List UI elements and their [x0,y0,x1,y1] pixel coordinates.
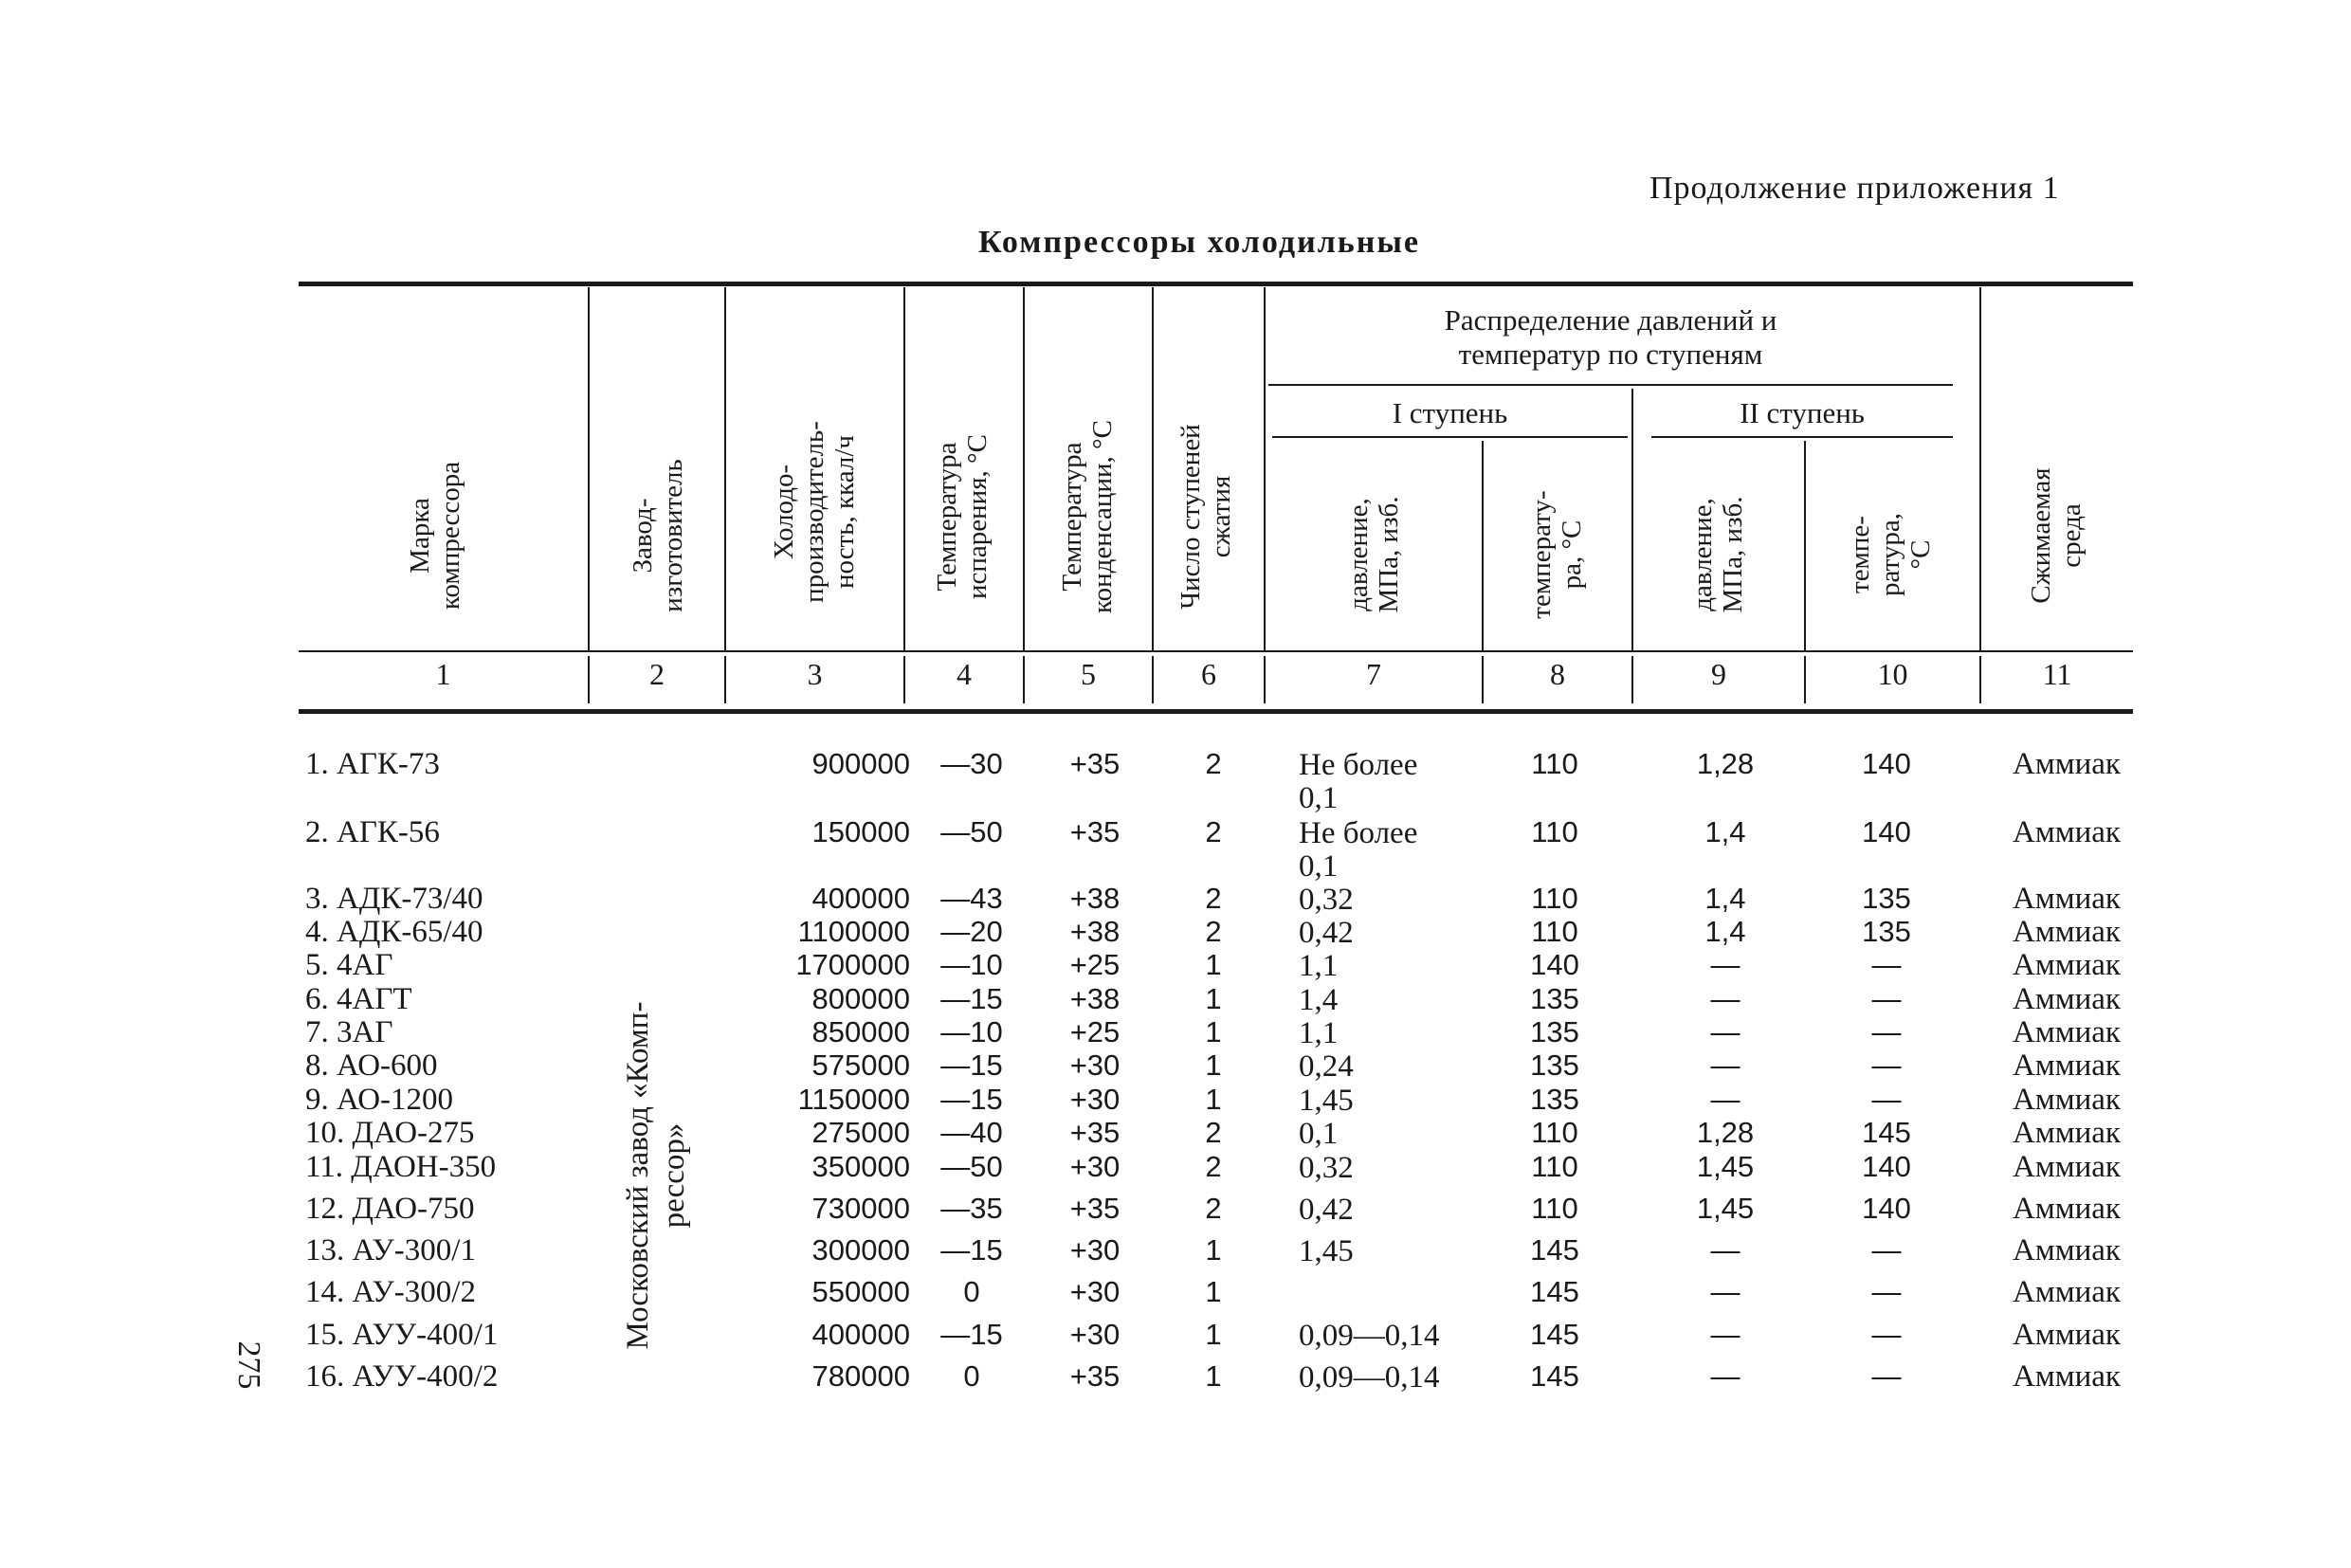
column-number: 9 [1711,657,1726,691]
header-capacity: Холодо- производитель- ность, ккал/ч [769,421,860,603]
continuation-note: Продолжение приложения 1 [1649,171,2060,206]
cell-capacity: 900000 [811,747,910,780]
cell-t1: 145 [1530,1233,1579,1267]
cell-t-evap: —15 [940,982,1003,1015]
cell-stages: 1 [1205,982,1222,1015]
table-top-rule [299,282,2133,286]
cell-capacity: 1100000 [797,915,910,948]
cell-t-cond: +35 [1069,815,1121,848]
cell-stages: 1 [1205,1083,1222,1116]
cell-t-evap: —10 [940,1015,1003,1048]
column-number: 6 [1201,657,1216,691]
cell-stages: 2 [1205,882,1222,915]
cell-medium: Аммиак [2013,1233,2121,1267]
cell-t-cond: +30 [1069,1318,1121,1351]
header-compressed-medium: Сжимаемая среда [2026,467,2087,604]
cell-t2: 140 [1862,747,1911,780]
cell-t-evap: —35 [940,1192,1003,1225]
cell-stages: 2 [1205,1116,1222,1149]
column-number: 7 [1366,657,1381,691]
cell-mark: 11. ДАОН-350 [305,1150,497,1184]
cell-p2: 1,28 [1696,1116,1755,1149]
cell-t-cond: +30 [1069,1048,1121,1082]
cell-mark: 2. АГК-56 [305,815,440,849]
cell-t1: 135 [1530,982,1579,1015]
cell-t-evap: —40 [940,1116,1003,1149]
cell-t2: — [1871,1048,1902,1082]
header-manufacturer: Завод- изготовитель [628,459,688,612]
cell-p2: — [1710,1275,1740,1308]
cell-capacity: 150000 [811,815,910,848]
cell-capacity: 300000 [811,1233,910,1267]
cell-t2: — [1871,1233,1902,1267]
cell-medium: Аммиак [2013,1048,2121,1083]
cell-p2: — [1710,1233,1740,1267]
cell-medium: Аммиак [2013,1150,2121,1184]
cell-mark: 16. АУУ-400/2 [305,1359,499,1394]
column-number: 10 [1877,657,1908,691]
cell-t-cond: +38 [1069,915,1121,948]
cell-mark: 5. 4АГ [305,948,393,982]
cell-p2: — [1710,1015,1740,1048]
col-separator [1152,287,1154,650]
header-evaporation-temp: Температура испарения, °С [932,434,993,599]
cell-t1: 135 [1530,1083,1579,1116]
cell-t1: 135 [1530,1015,1579,1048]
header-bottom-rule [299,650,2133,652]
cell-medium: Аммиак [2013,1083,2121,1117]
header-stage1: I ступень [1392,396,1508,429]
cell-mark: 4. АДК-65/40 [305,915,483,949]
col-separator [588,287,590,650]
column-number: 3 [807,657,823,691]
cell-medium: Аммиак [2013,815,2121,849]
cell-t2: — [1871,1359,1902,1393]
cell-t2: 135 [1862,915,1911,948]
cell-t1: 110 [1531,747,1578,780]
cell-stages: 2 [1205,1150,1222,1183]
cell-t-evap: 0 [963,1359,980,1393]
cell-t1: 145 [1530,1359,1579,1393]
cell-t-cond: +30 [1069,1233,1121,1267]
cell-medium: Аммиак [2013,747,2121,781]
cell-p1: 0,32 [1299,1151,1354,1185]
header-stage2-temperature: темпе- ратура, °С [1845,512,1936,597]
cell-p1: 1,1 [1299,949,1339,983]
column-number: 1 [435,657,451,691]
cell-t-evap: —43 [940,882,1003,915]
column-number: 2 [649,657,665,691]
cell-capacity: 850000 [811,1015,910,1048]
cell-t-cond: +35 [1069,747,1121,780]
cell-t-cond: +35 [1069,1116,1121,1149]
col-separator [724,287,726,650]
cell-capacity: 730000 [811,1192,910,1225]
cell-capacity: 800000 [811,982,910,1015]
column-number: 5 [1081,657,1096,691]
cell-p2: 1,45 [1696,1150,1755,1183]
cell-t2: — [1871,1083,1902,1116]
manufacturer-cell: Московский завод «Комп- рессор» [621,1001,691,1350]
cell-stages: 2 [1205,1192,1222,1225]
cell-p2: 1,4 [1704,882,1746,915]
cell-capacity: 550000 [811,1275,910,1308]
cell-t1: 110 [1531,1192,1578,1225]
stage2-rule [1651,436,1953,438]
cell-mark: 8. АО-600 [305,1048,438,1083]
header-compressor-mark: Марка компрессора [405,461,465,611]
cell-medium: Аммиак [2013,1015,2121,1049]
cell-p2: — [1710,982,1740,1015]
col-separator [1804,441,1806,650]
cell-medium: Аммиак [2013,1116,2121,1150]
cell-mark: 7. 3АГ [305,1015,393,1049]
cell-medium: Аммиак [2013,1275,2121,1309]
cell-p2: — [1710,948,1740,981]
cell-t1: 135 [1530,1048,1579,1082]
col-separator [903,287,905,650]
cell-t-evap: —10 [940,948,1003,981]
cell-medium: Аммиак [2013,1318,2121,1352]
cell-t-cond: +35 [1069,1192,1121,1225]
col-separator [1023,287,1025,650]
cell-p2: — [1710,1359,1740,1393]
cell-stages: 1 [1205,948,1222,981]
header-compression-stages: Число ступеней сжатия [1176,424,1236,610]
cell-capacity: 1150000 [797,1083,910,1116]
cell-t-cond: +38 [1069,982,1121,1015]
cell-t-evap: —15 [940,1318,1003,1351]
cell-stages: 1 [1205,1233,1222,1267]
cell-t-evap: —30 [940,747,1003,780]
cell-p2: — [1710,1318,1740,1351]
cell-t-cond: +25 [1069,1015,1121,1048]
cell-mark: 15. АУУ-400/1 [305,1318,499,1352]
cell-mark: 12. ДАО-750 [305,1192,475,1226]
cell-t-evap: —50 [940,1150,1003,1183]
cell-t-evap: —50 [940,815,1003,848]
header-stage2-pressure: давление, МПа, изб. [1687,496,1748,613]
cell-t2: 135 [1862,882,1911,915]
cell-stages: 2 [1205,915,1222,948]
cell-p2: — [1710,1083,1740,1116]
cell-t-cond: +30 [1069,1150,1121,1183]
header-stage2: II ступень [1740,396,1865,429]
cell-medium: Аммиак [2013,948,2121,982]
cell-p1: 0,32 [1299,883,1354,917]
cell-t2: — [1871,1015,1902,1048]
cell-t-evap: —15 [940,1083,1003,1116]
header-condensation-temp: Температура конденсации, °С [1057,420,1118,613]
page-number: 275 [231,1340,266,1390]
cell-stages: 1 [1205,1275,1222,1308]
stage1-rule [1272,436,1628,438]
header-pressure-distribution: Распределение давлений и температур по ступеням [1444,303,1777,371]
cell-mark: 14. АУ-300/2 [305,1275,476,1309]
cell-mark: 6. 4АГТ [305,982,412,1016]
cell-t2: 145 [1862,1116,1911,1149]
column-numbers-rule [299,709,2133,714]
cell-p1: 0,09—0,14 [1299,1319,1440,1353]
cell-t-evap: —20 [940,915,1003,948]
cell-t1: 110 [1531,1116,1578,1149]
cell-t2: — [1871,982,1902,1015]
cell-p1: Не более 0,1 [1299,816,1418,884]
cell-t1: 145 [1530,1275,1579,1308]
cell-mark: 3. АДК-73/40 [305,882,483,916]
cell-p1: 1,1 [1299,1016,1339,1050]
cell-medium: Аммиак [2013,982,2121,1016]
cell-capacity: 575000 [811,1048,910,1082]
cell-p2: 1,4 [1704,915,1746,948]
cell-t1: 110 [1531,1150,1578,1183]
column-number: 11 [2042,657,2072,691]
cell-p1: 0,09—0,14 [1299,1360,1440,1395]
cell-t-evap: —15 [940,1048,1003,1082]
cell-t1: 140 [1530,948,1579,981]
cell-t-cond: +35 [1069,1359,1121,1393]
cell-medium: Аммиак [2013,882,2121,916]
cell-t-cond: +30 [1069,1083,1121,1116]
cell-stages: 1 [1205,1048,1222,1082]
cell-t-cond: +25 [1069,948,1121,981]
cell-p1: 1,45 [1299,1084,1354,1118]
cell-mark: 9. АО-1200 [305,1083,454,1117]
cell-mark: 1. АГК-73 [305,747,440,781]
header-stage1-temperature: температу- ра, °С [1526,490,1587,619]
cell-medium: Аммиак [2013,1359,2121,1394]
cell-stages: 2 [1205,747,1222,780]
cell-t2: 140 [1862,1150,1911,1183]
cell-t1: 110 [1531,915,1578,948]
cell-capacity: 1700000 [795,948,910,981]
col-separator [1482,441,1484,650]
cell-t2: — [1871,1275,1902,1308]
cell-mark: 10. ДАО-275 [305,1116,475,1150]
cell-capacity: 350000 [811,1150,910,1183]
cell-capacity: 400000 [811,1318,910,1351]
cell-medium: Аммиак [2013,915,2121,949]
cell-p1: Не более 0,1 [1299,748,1418,815]
cell-t-cond: +38 [1069,882,1121,915]
cell-p1: 0,24 [1299,1049,1354,1084]
cell-p1: 0,1 [1299,1117,1339,1151]
col-separator [1631,389,1633,650]
cell-p2: 1,4 [1704,815,1746,848]
cell-p1: 1,4 [1299,983,1339,1017]
cell-t2: 140 [1862,815,1911,848]
cell-t1: 110 [1531,882,1578,915]
cell-t-evap: 0 [963,1275,980,1308]
cell-p1: 1,45 [1299,1234,1354,1268]
header-stage1-pressure: давление, МПа, изб. [1343,496,1404,613]
cell-capacity: 275000 [811,1116,910,1149]
column-number: 4 [957,657,972,691]
cell-medium: Аммиак [2013,1192,2121,1226]
column-number: 8 [1550,657,1565,691]
cell-t2: 140 [1862,1192,1911,1225]
col-separator [1979,287,1981,650]
cell-capacity: 780000 [811,1359,910,1393]
cell-p1: 0,42 [1299,916,1354,950]
cell-p2: 1,45 [1696,1192,1755,1225]
table-title: Компрессоры холодильные [977,225,1421,260]
cell-stages: 1 [1205,1359,1222,1393]
cell-p2: — [1710,1048,1740,1082]
group-header-rule [1268,384,1953,386]
cell-t2: — [1871,1318,1902,1351]
cell-t-evap: —15 [940,1233,1003,1267]
cell-p2: 1,28 [1696,747,1755,780]
cell-mark: 13. АУ-300/1 [305,1233,476,1267]
cell-t2: — [1871,948,1902,981]
cell-t1: 145 [1530,1318,1579,1351]
cell-t-cond: +30 [1069,1275,1121,1308]
cell-stages: 1 [1205,1318,1222,1351]
cell-p1: 0,42 [1299,1193,1354,1227]
cell-t1: 110 [1531,815,1578,848]
cell-stages: 2 [1205,815,1222,848]
cell-capacity: 400000 [811,882,910,915]
col-separator [1264,287,1266,650]
cell-stages: 1 [1205,1015,1222,1048]
